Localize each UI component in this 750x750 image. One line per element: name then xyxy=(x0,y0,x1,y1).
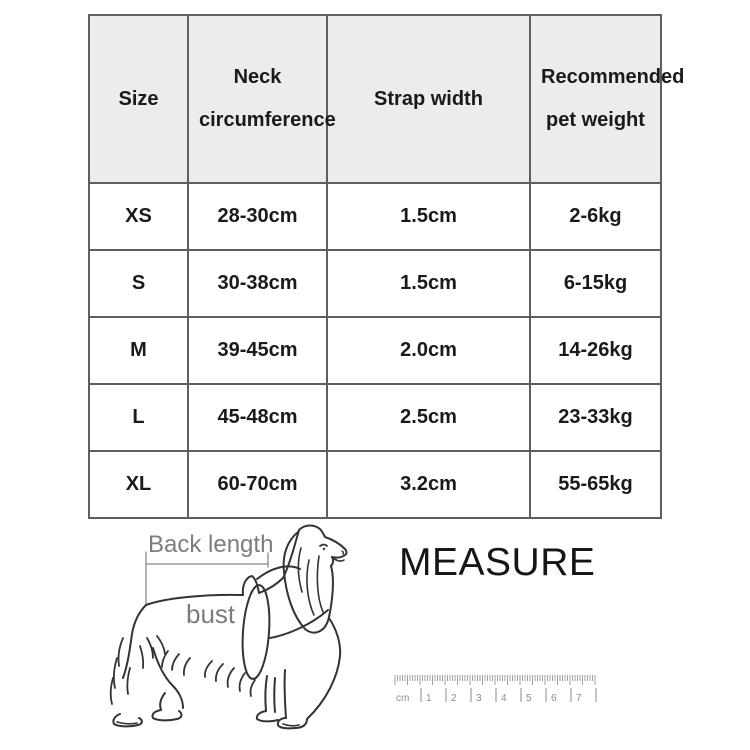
svg-text:6: 6 xyxy=(551,693,557,704)
cell-size: M xyxy=(89,317,188,384)
eye-dot xyxy=(323,548,325,550)
col-header-size: Size xyxy=(89,15,188,183)
front-legs xyxy=(257,670,307,728)
table-row-xl xyxy=(89,451,661,518)
cell-strap: 1.5cm xyxy=(327,250,530,317)
back-length-label: Back length xyxy=(148,531,274,558)
bust-label: bust xyxy=(186,599,236,629)
cell-size: L xyxy=(89,384,188,451)
cell-neck: 39-45cm xyxy=(188,317,327,384)
cell-neck: 28-30cm xyxy=(188,183,327,250)
ruler-graphic xyxy=(393,672,607,712)
svg-text:2: 2 xyxy=(451,693,457,704)
bust-strap xyxy=(240,566,328,679)
bust-ellipse xyxy=(240,584,272,680)
cell-strap: 1.5cm xyxy=(327,183,530,250)
svg-text:1: 1 xyxy=(426,693,432,704)
cell-weight: 2-6kg xyxy=(530,183,661,250)
col-header-pet-weight: Recommended pet weight xyxy=(530,15,661,183)
cell-size: S xyxy=(89,250,188,317)
col-header-strap-width: Strap width xyxy=(327,15,530,183)
rear-fur xyxy=(111,636,165,704)
header-row xyxy=(89,15,661,183)
svg-text:4: 4 xyxy=(501,693,507,704)
cell-size: XL xyxy=(89,451,188,518)
dog-head xyxy=(299,526,347,567)
cell-strap: 2.5cm xyxy=(327,384,530,451)
size-chart-table xyxy=(88,14,685,519)
col-header-neck-circumference: Neck circumference xyxy=(188,15,327,183)
svg-text:3: 3 xyxy=(476,693,482,704)
table-row-xs xyxy=(89,183,661,250)
cell-weight: 6-15kg xyxy=(530,250,661,317)
table-row-l xyxy=(89,384,661,451)
svg-text:7: 7 xyxy=(576,693,582,704)
cell-size: XS xyxy=(89,183,188,250)
eye xyxy=(320,545,327,547)
cell-strap: 3.2cm xyxy=(327,451,530,518)
table-body xyxy=(89,183,661,518)
table-header xyxy=(89,15,685,183)
cell-neck: 60-70cm xyxy=(188,451,327,518)
cell-weight: 23-33kg xyxy=(530,384,661,451)
cell-strap: 2.0cm xyxy=(327,317,530,384)
cell-weight: 14-26kg xyxy=(530,317,661,384)
table-row-m xyxy=(89,317,661,384)
svg-text:cm: cm xyxy=(396,693,410,704)
svg-text:5: 5 xyxy=(526,693,532,704)
nostril xyxy=(342,551,343,554)
cell-weight: 55-65kg xyxy=(530,451,661,518)
table-row-s xyxy=(89,250,661,317)
cell-neck: 30-38cm xyxy=(188,250,327,317)
rear-legs xyxy=(113,648,183,726)
measure-title: MEASURE xyxy=(399,541,596,584)
cell-neck: 45-48cm xyxy=(188,384,327,451)
dog-ear xyxy=(284,532,333,633)
